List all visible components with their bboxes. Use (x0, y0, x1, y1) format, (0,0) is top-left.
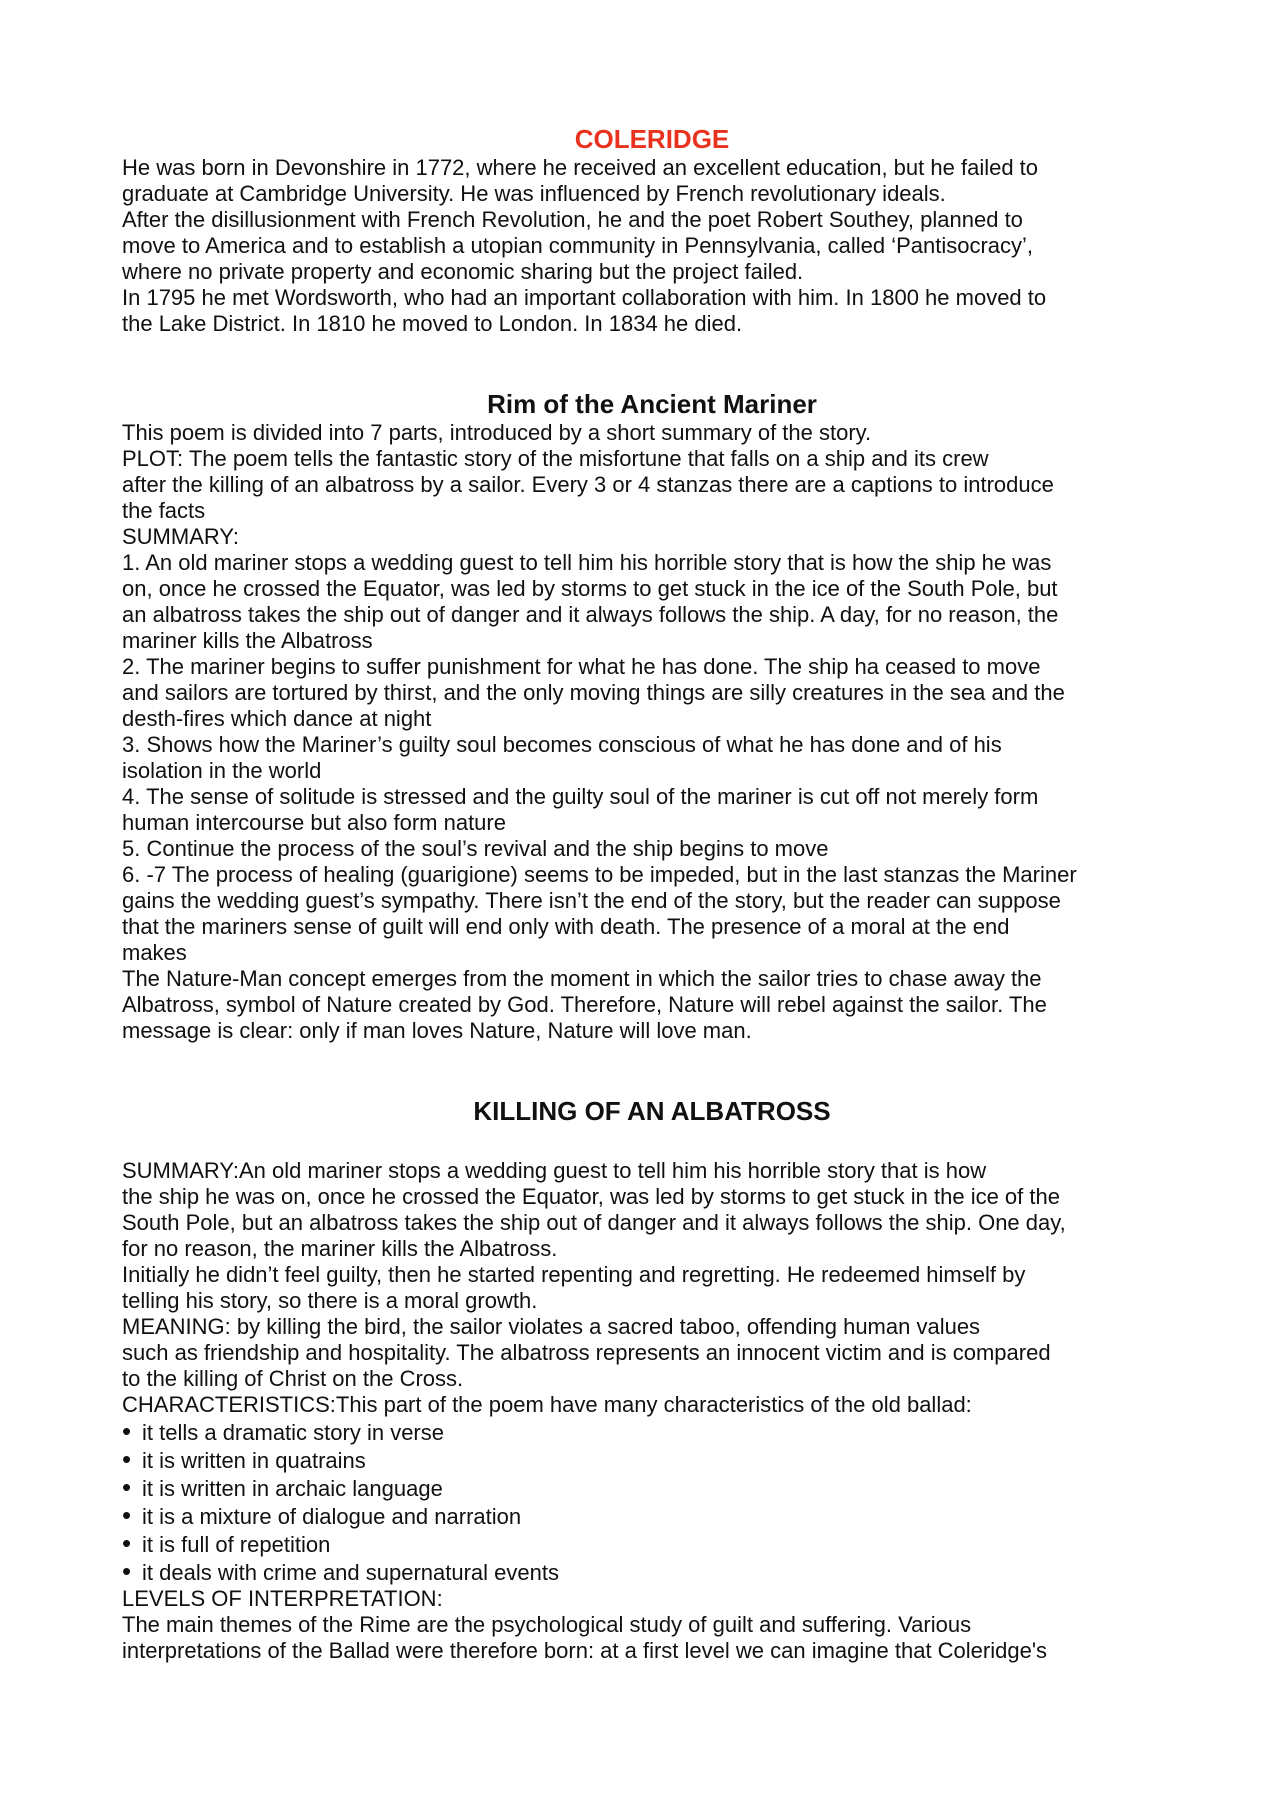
text-line: 4. The sense of solitude is stressed and the guilty soul of the mariner is cut off not merely form (122, 784, 1039, 809)
section-albatross (122, 1096, 1182, 1664)
text-line: interpretations of the Ballad were therefore born: at a first level we can imagine that Coleridge's (122, 1638, 1048, 1663)
text-line: In 1795 he met Wordsworth, who had an important collaboration with him. In 1800 he moved to (122, 285, 1047, 310)
text-line: an albatross takes the ship out of danger and it always follows the ship. A day, for no reason, the (122, 602, 1059, 627)
text-line: South Pole, but an albatross takes the ship out of danger and it always follows the ship. One day, (122, 1210, 1066, 1235)
text-line: 5. Continue the process of the soul’s revival and the ship begins to move (122, 836, 829, 861)
section-rime (122, 389, 1182, 1044)
text-line: the ship he was on, once he crossed the Equator, was led by storms to get stuck in the ice of the (122, 1184, 1060, 1209)
text-line: move to America and to establish a utopian community in Pennsylvania, called ‘Pantisocracy’, (122, 233, 1034, 258)
section-title-albatross: KILLING OF AN ALBATROSS (473, 1096, 831, 1126)
text-line: graduate at Cambridge University. He was influenced by French revolutionary ideals. (122, 181, 946, 206)
text-line: such as friendship and hospitality. The albatross represents an innocent victim and is compared (122, 1340, 1051, 1365)
section-title-rime: Rim of the Ancient Mariner (487, 389, 817, 419)
section-title-coleridge: COLERIDGE (574, 124, 730, 154)
text-line: MEANING: by killing the bird, the sailor violates a sacred taboo, offending human values (122, 1314, 981, 1339)
text-line: that the mariners sense of guilt will end only with death. The presence of a moral at the end (122, 914, 1010, 939)
text-line: 2. The mariner begins to suffer punishment for what he has done. The ship ha ceased to move (122, 654, 1041, 679)
text-line: CHARACTERISTICS:This part of the poem have many characteristics of the old ballad: (122, 1392, 972, 1417)
text-line: makes (122, 940, 187, 965)
text-line: After the disillusionment with French Revolution, he and the poet Robert Southey, planned to (122, 207, 1023, 232)
bullet-item: • it tells a dramatic story in verse (122, 1418, 1182, 1446)
rime-body (122, 420, 1182, 1044)
text-line: the facts (122, 498, 206, 523)
text-line: 1. An old mariner stops a wedding guest to tell him his horrible story that is how the ship he was (122, 550, 1052, 575)
bullet-item: • it is written in quatrains (122, 1446, 1182, 1474)
text-line: mariner kills the Albatross (122, 628, 373, 653)
text-line: telling his story, so there is a moral growth. (122, 1288, 538, 1313)
text-line: The main themes of the Rime are the psychological study of guilt and suffering. Various (122, 1612, 972, 1637)
text-line: where no private property and economic sharing but the project failed. (122, 259, 804, 284)
text-line: for no reason, the mariner kills the Albatross. (122, 1236, 558, 1261)
bullet-item: • it is full of repetition (122, 1530, 1182, 1558)
text-line: He was born in Devonshire in 1772, where he received an excellent education, but he failed to (122, 155, 1039, 180)
text-line: SUMMARY: (122, 524, 239, 549)
text-line: LEVELS OF INTERPRETATION: (122, 1586, 443, 1611)
text-line: Initially he didn’t feel guilty, then he started repenting and regretting. He redeemed himself by (122, 1262, 1026, 1287)
text-line: message is clear: only if man loves Nature, Nature will love man. (122, 1018, 752, 1043)
text-line: This poem is divided into 7 parts, introduced by a short summary of the story. (122, 420, 872, 445)
text-line: human intercourse but also form nature (122, 810, 506, 835)
document-content (122, 124, 1182, 1664)
text-line: gains the wedding guest’s sympathy. There isn’t the end of the story, but the reader can suppose (122, 888, 1061, 913)
section-coleridge (122, 124, 1182, 337)
text-line: and sailors are tortured by thirst, and the only moving things are silly creatures in the sea and the (122, 680, 1065, 705)
bullet-item: • it is a mixture of dialogue and narration (122, 1502, 1182, 1530)
text-line: Albatross, symbol of Nature created by God. Therefore, Nature will rebel against the sailor. The (122, 992, 1047, 1017)
bullet-item: • it is written in archaic language (122, 1474, 1182, 1502)
text-line: PLOT: The poem tells the fantastic story of the misfortune that falls on a ship and its crew (122, 446, 989, 471)
text-line: desth-fires which dance at night (122, 706, 432, 731)
albatross-body (122, 1158, 1182, 1664)
text-line: on, once he crossed the Equator, was led by storms to get stuck in the ice of the South Pole, but (122, 576, 1058, 601)
text-line: after the killing of an albatross by a sailor. Every 3 or 4 stanzas there are a captions to introduce (122, 472, 1054, 497)
coleridge-body (122, 155, 1182, 337)
text-line: 3. Shows how the Mariner’s guilty soul becomes conscious of what he has done and of his (122, 732, 1002, 757)
text-line: The Nature-Man concept emerges from the moment in which the sailor tries to chase away the (122, 966, 1042, 991)
text-line: 6. -7 The process of healing (guarigione) seems to be impeded, but in the last stanzas the Mariner (122, 862, 1077, 887)
text-line: SUMMARY:An old mariner stops a wedding guest to tell him his horrible story that is how (122, 1158, 987, 1183)
text-line: isolation in the world (122, 758, 322, 783)
bullet-item: • it deals with crime and supernatural events (122, 1558, 1182, 1586)
text-line: the Lake District. In 1810 he moved to London. In 1834 he died. (122, 311, 743, 336)
text-line: to the killing of Christ on the Cross. (122, 1366, 464, 1391)
